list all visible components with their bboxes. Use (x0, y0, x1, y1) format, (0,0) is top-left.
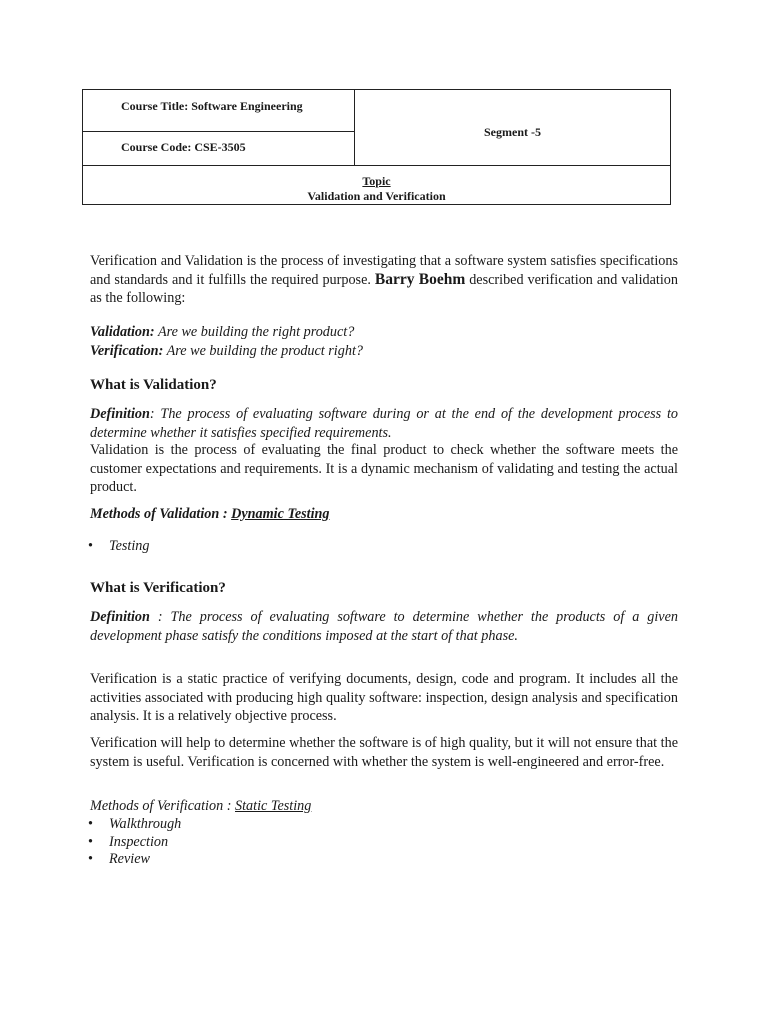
verification-definition (90, 608, 678, 645)
topic-name: Validation and Verification (307, 189, 446, 203)
validation-methods (90, 505, 678, 524)
validation-methods-list (90, 538, 149, 556)
validation-heading: What is Validation? (90, 377, 217, 393)
verification-methods (90, 797, 678, 816)
verification-heading: What is Verification? (90, 580, 226, 596)
verification-term: Verification: (90, 343, 164, 359)
verification-definition-term: Definition (90, 609, 150, 625)
validation-term: Validation: (90, 324, 155, 340)
course-code (83, 131, 355, 166)
intro-paragraph (90, 252, 678, 308)
list-item: • Review (90, 851, 181, 869)
list-item: • Walkthrough (90, 816, 181, 834)
course-header-table (82, 89, 671, 205)
segment-number (355, 90, 670, 166)
validation-definition-term: Definition (90, 406, 150, 422)
verification-methods-label: Methods of Verification : (90, 798, 236, 814)
intro-text-after: described verification and validation as the following: (90, 271, 678, 306)
validation-description: Validation is the process of evaluating the final product to check whether the software meets the customer expectations and requirements. It is a dynamic mechanism of validating and testing the actual product. (90, 442, 678, 495)
validation-question-text: Are we building the right product? (154, 324, 355, 340)
validation-question (90, 323, 678, 342)
verification-methods-type: Static Testing (235, 798, 312, 814)
verification-methods-list (90, 816, 181, 869)
validation-methods-label: Methods of Validation : (90, 506, 232, 522)
verification-description-2: Verification will help to determine whether the software is of high quality, but it will not ensure that the system is useful. Verification is concerned with whether the system is well-engineered and error-free. (90, 735, 678, 770)
list-item: • Inspection (90, 834, 181, 852)
topic-label: Topic (362, 174, 391, 188)
topic-cell (83, 165, 670, 204)
segment-text: Segment -5 (484, 125, 541, 139)
intro-author: Barry Boehm (374, 270, 466, 288)
course-code-text: Course Code: CSE-3505 (121, 140, 246, 154)
verification-question (90, 342, 678, 361)
course-title-text: Course Title: Software Engineering (121, 99, 303, 113)
validation-methods-type: Dynamic Testing (231, 506, 330, 522)
validation-definition (90, 405, 678, 442)
verification-question-text: Are we building the product right? (163, 343, 363, 359)
verification-definition-text: : The process of evaluating software to determine whether the products of a given development phase satisfy the conditions imposed at the start of that phase. (90, 609, 678, 644)
validation-definition-text: : The process of evaluating software during or at the end of the development process to determine whether it satisfies specified requirements. (90, 406, 678, 441)
intro-text-before: Verification and Validation is the process of investigating that a software system satisfies specifications and standards and it fulfills the required purpose. (90, 253, 678, 288)
course-title (83, 90, 355, 132)
list-item: • Testing (90, 538, 149, 556)
verification-description-1: Verification is a static practice of verifying documents, design, code and program. It includes all the activities associated with producing high quality software: inspection, design analysis and specification analysis. It is a relatively objective process. (90, 671, 678, 724)
